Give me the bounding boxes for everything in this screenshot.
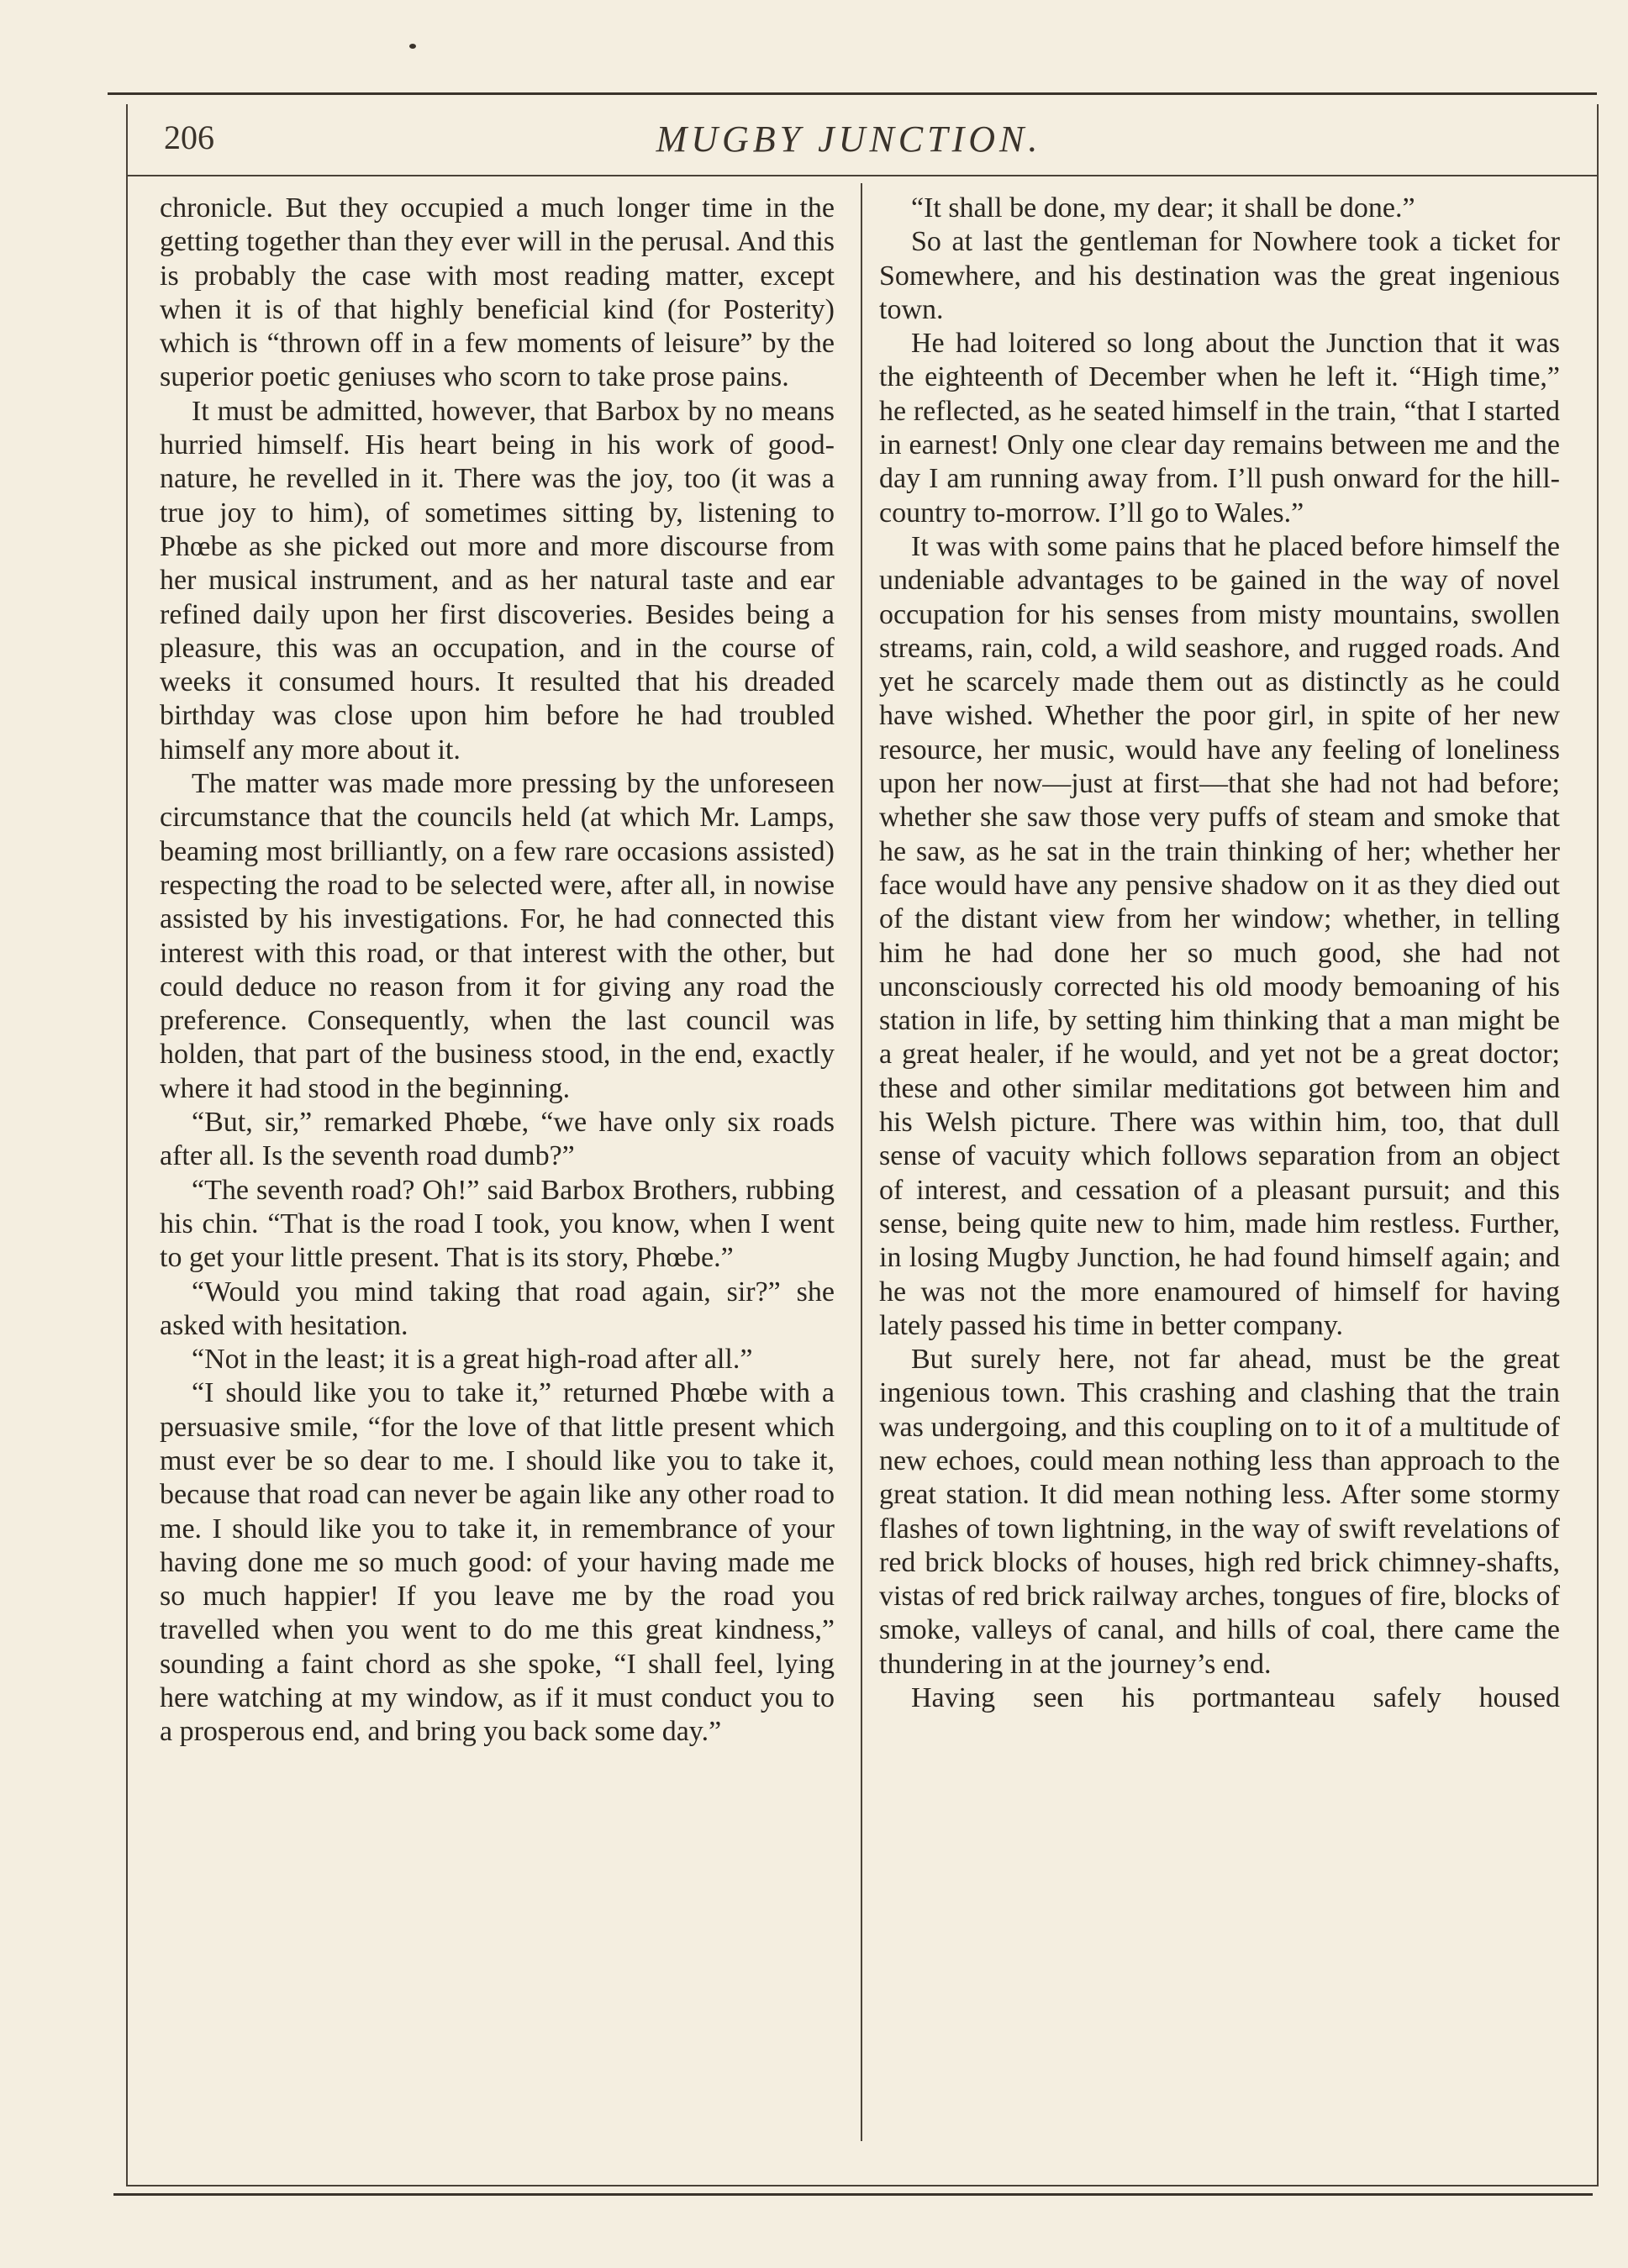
paragraph: “Would you mind taking that road again, sir?” she asked with hesitation.: [160, 1276, 835, 1341]
paragraph: But surely here, not far ahead, must be the great ingenious town. This crashing and clashing that the train was undergoing, and this coupling on to it of a multitude of new echoes, could mean nothing less than approach to the great station. It did mean nothing less. After some stormy flashes of town lightning, in the way of swift revelations of red brick blocks of houses, high red brick chimney-shafts, vistas of red brick railway arches, tongues of fire, blocks of smoke, valleys of canal, and hills of coal, there came the thundering in at the journey’s end.: [879, 1344, 1560, 1680]
left-column: [160, 192, 835, 1750]
page-number: 206: [164, 118, 214, 156]
paragraph: He had loitered so long about the Junction that it was the eighteenth of December when he left it. “High time,” he reflected, as he seated himself in the train, “that I started in earnest! Only one clear day remains between me and the day I am running away from. I’ll push onward for the hill-country to-morrow. I’ll go to Wales.”: [879, 328, 1560, 529]
paragraph: “But, sir,” remarked Phœbe, “we have only six roads after all. Is the seventh road dumb?”: [160, 1107, 835, 1172]
paragraph: It was with some pains that he placed before himself the undeniable advantages to be gained in the way of novel occupation for his senses from misty mountains, swollen streams, rain, cold, a wild seashore, and rugged roads. And yet he scarcely made them out as distinctly as he could have wished. Whether the poor girl, in spite of her new resource, her music, would have any feeling of loneliness upon her now—just at first—that she had not had before; whether she saw those very puffs of steam and smoke that he saw, as he sat in the train thinking of her; whether her face would have any pensive shadow on it as they died out of the distant view from her window; whether, in telling him he had done her so much good, she had not unconsciously corrected his old moody bemoaning of his station in life, by setting him thinking that a man might be a great healer, if he would, and yet not be a great doctor; these and other similar meditations got between him and his Welsh picture. There was within him, too, that dull sense of vacuity which follows separation from an object of interest, and cessation of a pleasant pursuit; and this sense, being quite new to him, made him restless. Further, in losing Mugby Junction, he had found himself again; and he was not the more enamoured of himself for having lately passed his time in better company.: [879, 530, 1560, 1341]
paragraph: Having seen his portmanteau safely housed: [911, 1682, 1560, 1714]
paragraph: So at last the gentleman for Nowhere took a ticket for Somewhere, and his destination was the great ingenious town.: [879, 226, 1560, 325]
paragraph: “Not in the least; it is a great high-road after all.”: [192, 1344, 753, 1376]
paragraph: The matter was made more pressing by the unforeseen circumstance that the councils held (at which Mr. Lamps, beaming most brilliantly, on a few rare occasions assisted) respecting the road to be selected were, after all, in nowise assisted by his investigations. For, he had connected this interest with this road, or that interest with the other, but could deduce no reason from it for giving any road the preference. Consequently, when the last council was holden, that part of the business stood, in the end, exactly where it had stood in the beginning.: [160, 768, 835, 1104]
column-divider: [861, 183, 862, 2141]
paragraph: “It shall be done, my dear; it shall be done.”: [911, 192, 1415, 224]
paragraph: chronicle. But they occupied a much longer time in the getting together than they ever will in the perusal. And this is probably the case with most reading matter, except when it is of that highly beneficial kind (for Posterity) which is “thrown off in a few moments of leisure” by the superior poetic geniuses who scorn to take prose pains.: [160, 192, 835, 393]
running-title: MUGBY JUNCTION.: [656, 118, 1042, 160]
paper-speck: [409, 44, 416, 49]
footer-rule: [113, 2193, 1593, 2196]
paragraph: “I should like you to take it,” returned Phœbe with a persuasive smile, “for the love of that little present which must ever be so dear to me. I should like you to take it, because that road can never be again like any other road to me. I should like you to take it, in remembrance of your having done me so much good: of your having made me so much happier! If you leave me by the road you travelled when you went to do me this great kindness,” sounding a faint chord as she spoke, “I shall feel, lying here watching at my window, as if it must conduct you to a prosperous end, and bring you back some day.”: [160, 1377, 835, 1748]
right-column: [879, 192, 1560, 1715]
paragraph: “The seventh road? Oh!” said Barbox Brothers, rubbing his chin. “That is the road I took, you know, when I went to get your little present. That is its story, Phœbe.”: [160, 1174, 835, 1274]
header-rule: [126, 175, 1597, 176]
paragraph: It must be admitted, however, that Barbox by no means hurried himself. His heart being in his work of good-nature, he revelled in it. There was the joy, too (it was a true joy to him), of sometimes sitting by, listening to Phœbe as she picked out more and more discourse from her musical instrument, and as her natural taste and ear refined daily upon her first discoveries. Besides being a pleasure, this was an occupation, and in the course of weeks it consumed hours. It resulted that his dreaded birthday was close upon him before he had troubled himself any more about it.: [160, 395, 835, 766]
